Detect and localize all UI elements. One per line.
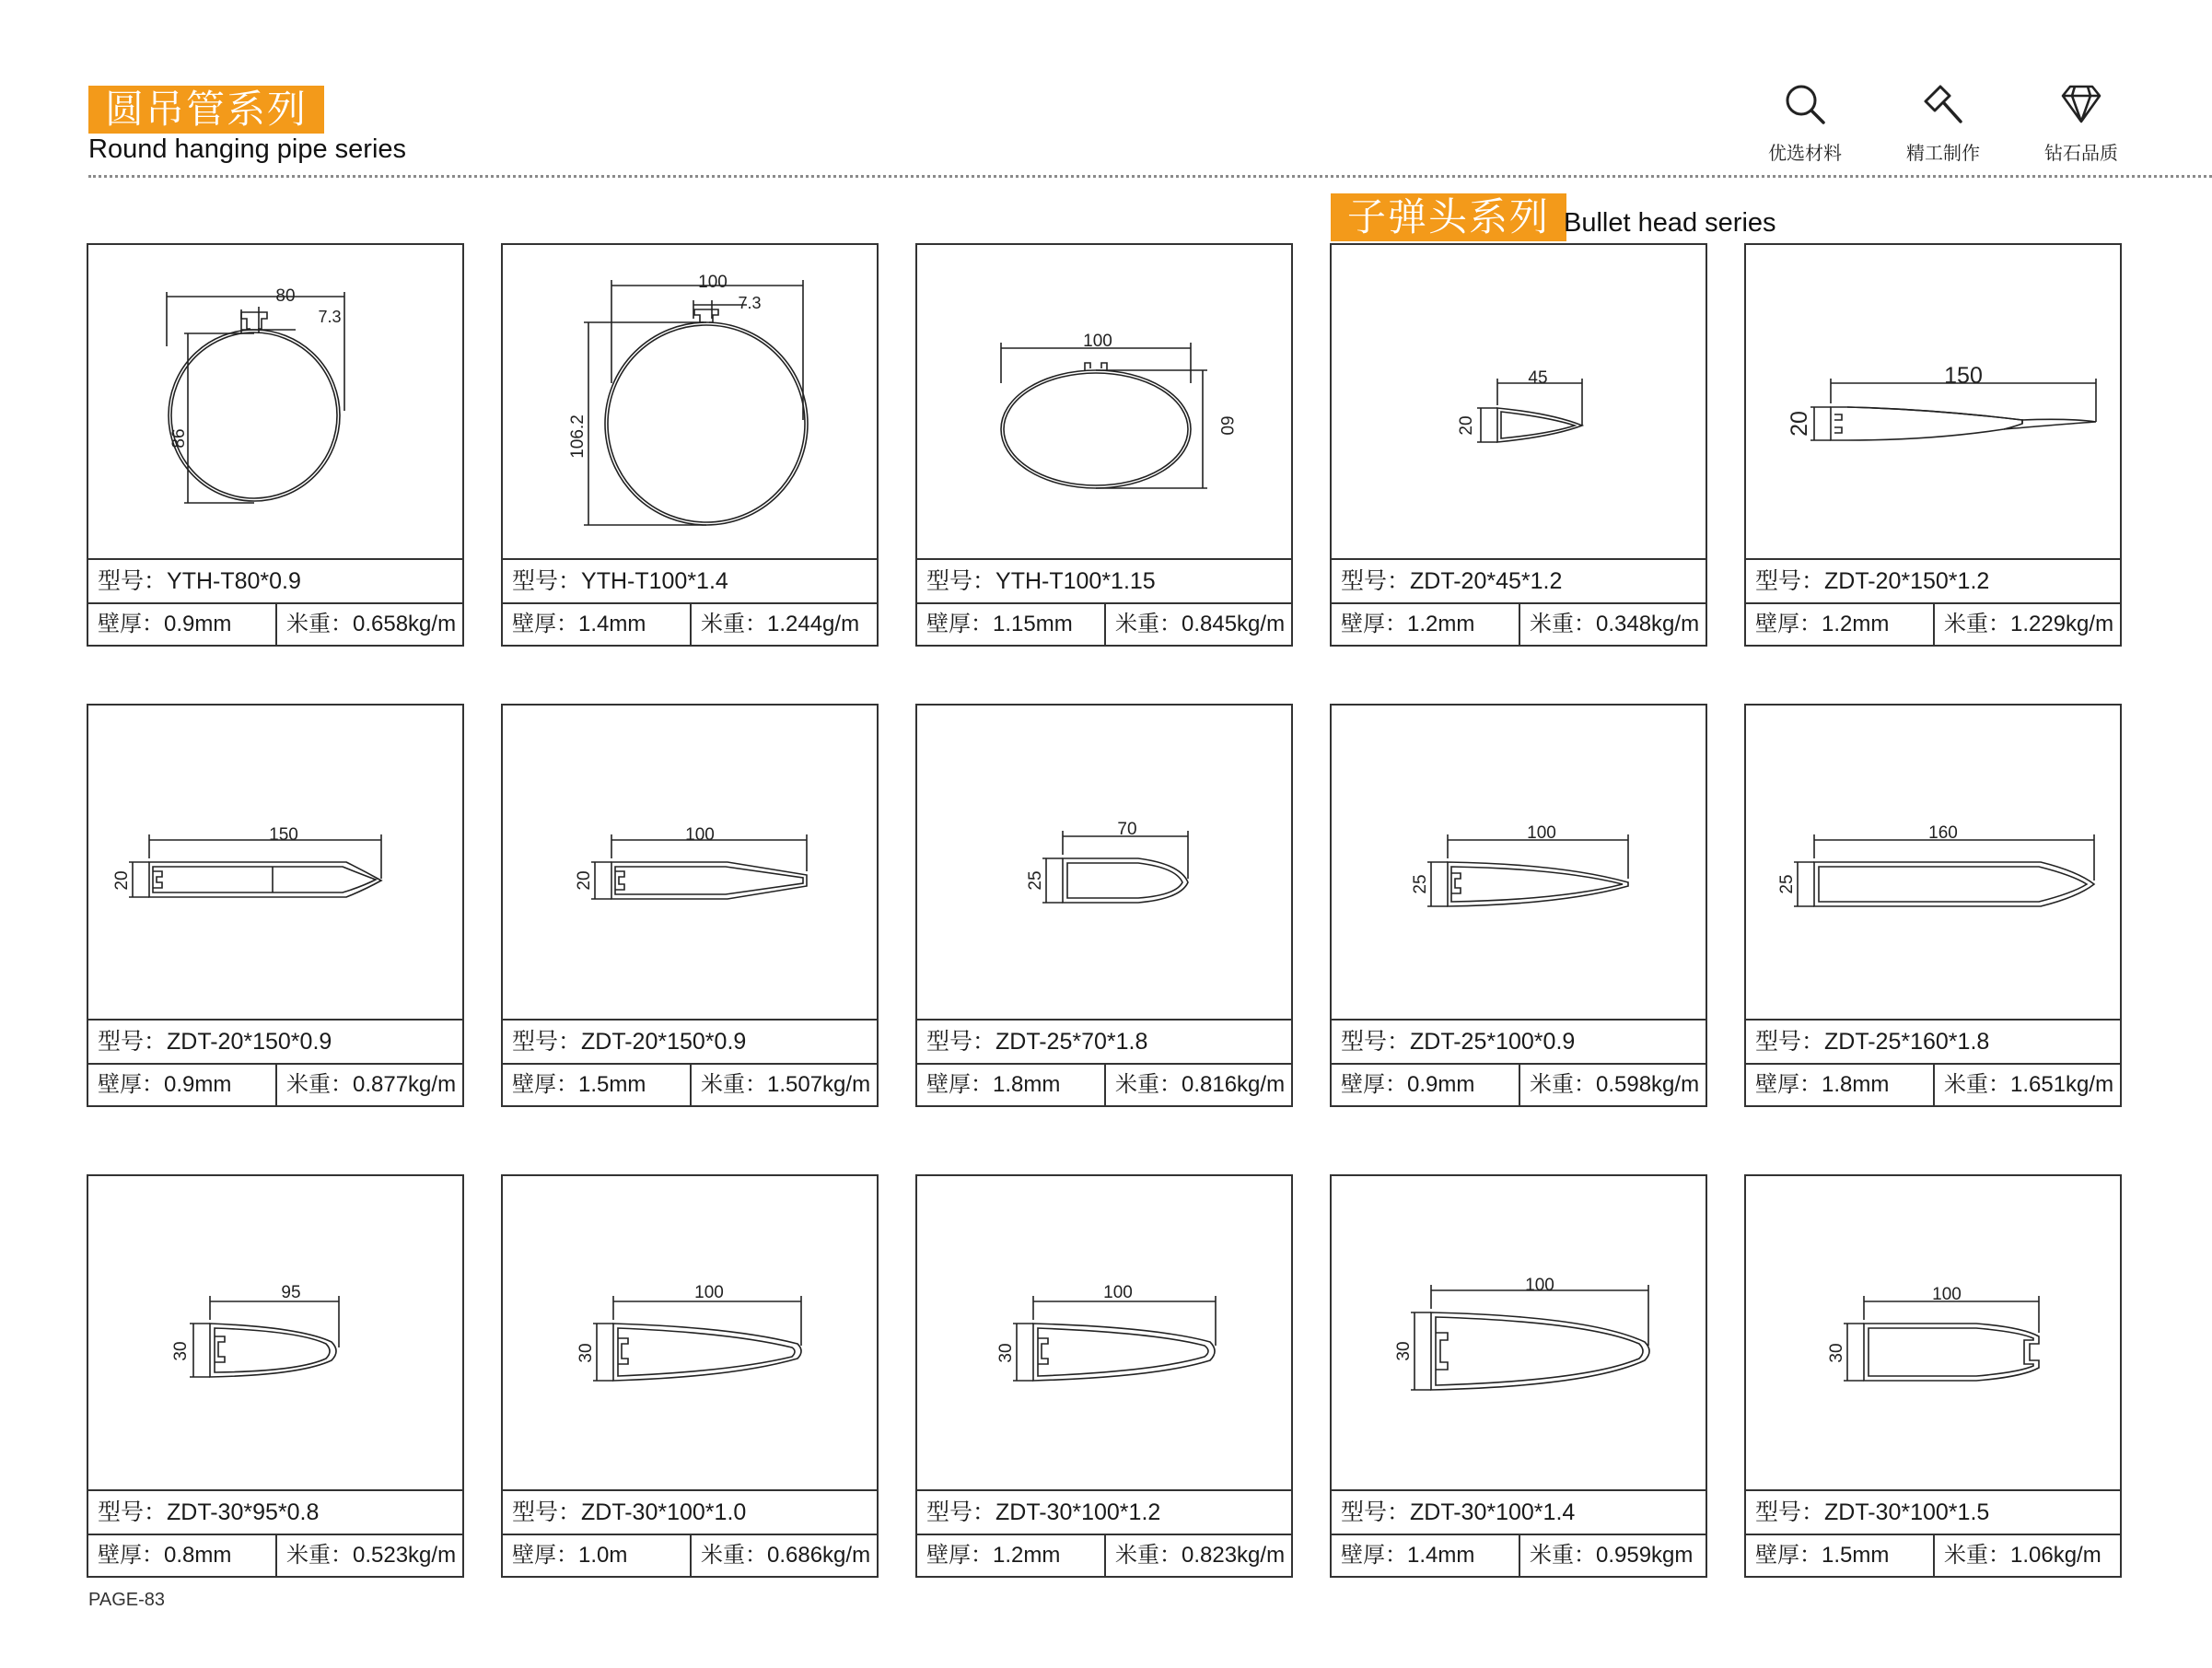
- dimension-label: 45: [1528, 368, 1548, 388]
- model-value: ZDT-20*45*1.2: [1410, 568, 1563, 594]
- product-card: [915, 1174, 1293, 1578]
- product-card: [915, 243, 1293, 647]
- weight-value: 0.523kg/m: [353, 1543, 457, 1568]
- model-label: 型号：: [98, 1499, 168, 1525]
- wall-label: 壁厚：: [1755, 612, 1822, 636]
- weight-cell: [1520, 1535, 1706, 1576]
- weight-cell: [1106, 1065, 1291, 1105]
- weight-label: 米重：: [286, 1543, 353, 1568]
- product-card: [87, 1174, 464, 1578]
- model-row: [1332, 558, 1706, 602]
- header-divider: [88, 175, 2212, 178]
- dimension-label: 30: [996, 1343, 1016, 1363]
- model-row: [1746, 558, 2120, 602]
- wall-value: 0.9mm: [1407, 1072, 1475, 1097]
- wall-value: 0.9mm: [164, 612, 232, 636]
- weight-cell: [1935, 1065, 2120, 1105]
- wall-label: 壁厚：: [926, 1072, 993, 1097]
- product-card: [501, 1174, 879, 1578]
- wall-cell: [503, 604, 692, 645]
- weight-label: 米重：: [1530, 1543, 1596, 1568]
- weight-value: 0.686kg/m: [767, 1543, 871, 1568]
- dimension-label: 100: [1932, 1285, 1962, 1304]
- wall-label: 壁厚：: [1341, 1543, 1407, 1568]
- weight-value: 0.823kg/m: [1182, 1543, 1286, 1568]
- spec-row: [1332, 1063, 1706, 1105]
- model-value: ZDT-30*100*1.0: [581, 1499, 747, 1525]
- model-row: [917, 1019, 1291, 1063]
- feature-label: 优选材料: [1768, 142, 1842, 164]
- spec-row: [1746, 602, 2120, 645]
- wall-label: 壁厚：: [1341, 1072, 1407, 1097]
- weight-value: 1.06kg/m: [2010, 1543, 2101, 1568]
- spec-row: [88, 1534, 462, 1576]
- spec-row: [503, 602, 877, 645]
- model-label: 型号：: [1755, 1029, 1825, 1055]
- weight-label: 米重：: [1115, 1543, 1182, 1568]
- wall-value: 1.5mm: [1822, 1543, 1890, 1568]
- wall-value: 1.8mm: [1822, 1072, 1890, 1097]
- weight-label: 米重：: [1530, 612, 1596, 636]
- wall-label: 壁厚：: [1755, 1072, 1822, 1097]
- weight-value: 0.598kg/m: [1596, 1072, 1700, 1097]
- weight-cell: [1520, 1065, 1706, 1105]
- weight-label: 米重：: [286, 612, 353, 636]
- spec-row: [1746, 1063, 2120, 1105]
- profile-drawing: [1746, 1176, 2120, 1489]
- model-label: 型号：: [98, 568, 168, 594]
- weight-value: 0.658kg/m: [353, 612, 457, 636]
- model-value: ZDT-30*100*1.4: [1410, 1499, 1576, 1525]
- wall-value: 1.0m: [578, 1543, 628, 1568]
- product-card: [87, 704, 464, 1107]
- profile-drawing: [1746, 706, 2120, 1019]
- weight-cell: [692, 1535, 877, 1576]
- model-value: ZDT-20*150*1.2: [1824, 568, 1990, 594]
- model-label: 型号：: [1341, 1499, 1411, 1525]
- weight-label: 米重：: [1944, 612, 2010, 636]
- profile-drawing: [1332, 1176, 1706, 1489]
- wall-value: 1.4mm: [1407, 1543, 1475, 1568]
- spec-row: [917, 1063, 1291, 1105]
- weight-value: 1.507kg/m: [767, 1072, 871, 1097]
- dimension-label: 30: [1827, 1343, 1846, 1363]
- weight-label: 米重：: [286, 1072, 353, 1097]
- bullet-series-subtitle: Bullet head series: [1564, 208, 1776, 238]
- dimension-label: 20: [112, 870, 132, 891]
- spec-row: [88, 1063, 462, 1105]
- spec-row: [88, 602, 462, 645]
- wall-value: 1.2mm: [993, 1543, 1061, 1568]
- product-card: [87, 243, 464, 647]
- weight-label: 米重：: [1530, 1072, 1596, 1097]
- weight-label: 米重：: [1115, 612, 1182, 636]
- dimension-label: 20: [1457, 415, 1476, 436]
- model-value: ZDT-25*70*1.8: [995, 1029, 1148, 1055]
- weight-label: 米重：: [701, 1072, 767, 1097]
- profile-drawing: [1332, 706, 1706, 1019]
- product-card: [1744, 1174, 2122, 1578]
- model-value: YTH-T100*1.4: [581, 568, 728, 594]
- weight-label: 米重：: [701, 612, 767, 636]
- profile-drawing: [917, 706, 1291, 1019]
- weight-cell: [1520, 604, 1706, 645]
- model-row: [503, 558, 877, 602]
- model-label: 型号：: [926, 1499, 996, 1525]
- spec-row: [917, 1534, 1291, 1576]
- wall-value: 1.4mm: [578, 612, 646, 636]
- weight-value: 1.651kg/m: [2010, 1072, 2114, 1097]
- model-value: ZDT-25*100*0.9: [1410, 1029, 1576, 1055]
- spec-row: [1746, 1534, 2120, 1576]
- weight-cell: [277, 1065, 462, 1105]
- dimension-label: 30: [1394, 1341, 1414, 1361]
- model-value: ZDT-30*95*0.8: [167, 1499, 320, 1525]
- model-label: 型号：: [926, 568, 996, 594]
- dimension-label: 20: [1787, 411, 1812, 437]
- model-label: 型号：: [926, 1029, 996, 1055]
- profile-drawing: [88, 706, 462, 1019]
- dimension-label: 20: [575, 870, 594, 891]
- weight-label: 米重：: [701, 1543, 767, 1568]
- model-label: 型号：: [512, 1499, 582, 1525]
- dimension-label: 86: [169, 428, 189, 449]
- product-card: [501, 704, 879, 1107]
- model-row: [1332, 1489, 1706, 1534]
- wall-label: 壁厚：: [512, 612, 578, 636]
- profile-drawing: [1332, 245, 1706, 558]
- wall-cell: [1746, 1535, 1935, 1576]
- dimension-label: 7.3: [738, 294, 762, 312]
- weight-value: 0.877kg/m: [353, 1072, 457, 1097]
- wall-cell: [88, 604, 277, 645]
- wall-value: 1.15mm: [993, 612, 1073, 636]
- weight-cell: [692, 1065, 877, 1105]
- round-series-title: 圆吊管系列: [88, 86, 324, 134]
- profile-drawing: [88, 1176, 462, 1489]
- weight-value: 0.348kg/m: [1596, 612, 1700, 636]
- dimension-label: 7.3: [318, 308, 342, 326]
- model-row: [917, 558, 1291, 602]
- dimension-label: 150: [1944, 363, 1983, 389]
- model-value: ZDT-20*150*0.9: [167, 1029, 332, 1055]
- spec-row: [917, 602, 1291, 645]
- model-label: 型号：: [512, 568, 582, 594]
- wall-value: 1.5mm: [578, 1072, 646, 1097]
- wall-label: 壁厚：: [98, 612, 164, 636]
- wall-cell: [1332, 1065, 1520, 1105]
- model-row: [1332, 1019, 1706, 1063]
- model-row: [88, 558, 462, 602]
- model-label: 型号：: [1755, 1499, 1825, 1525]
- dimension-label: 100: [1525, 1276, 1554, 1295]
- wall-cell: [88, 1535, 277, 1576]
- weight-cell: [692, 604, 877, 645]
- model-row: [917, 1489, 1291, 1534]
- model-label: 型号：: [512, 1029, 582, 1055]
- product-card: [1744, 704, 2122, 1107]
- wall-label: 壁厚：: [98, 1072, 164, 1097]
- model-row: [503, 1489, 877, 1534]
- weight-value: 0.816kg/m: [1182, 1072, 1286, 1097]
- feature-material: [1750, 83, 1860, 165]
- feature-label: 钻石品质: [2044, 142, 2118, 164]
- wall-label: 壁厚：: [1341, 612, 1407, 636]
- hammer-icon: [1920, 83, 1966, 125]
- profile-drawing: [503, 706, 877, 1019]
- wall-cell: [1746, 1065, 1935, 1105]
- spec-row: [1332, 602, 1706, 645]
- model-value: ZDT-20*150*0.9: [581, 1029, 747, 1055]
- wall-value: 1.2mm: [1407, 612, 1475, 636]
- weight-value: 1.229kg/m: [2010, 612, 2114, 636]
- weight-value: 0.845kg/m: [1182, 612, 1286, 636]
- wall-value: 1.8mm: [993, 1072, 1061, 1097]
- wall-value: 0.8mm: [164, 1543, 232, 1568]
- wall-cell: [88, 1065, 277, 1105]
- wall-cell: [917, 604, 1106, 645]
- wall-cell: [1332, 604, 1520, 645]
- model-row: [88, 1019, 462, 1063]
- model-value: YTH-T100*1.15: [995, 568, 1156, 594]
- wall-cell: [917, 1535, 1106, 1576]
- dimension-label: 100: [685, 825, 715, 845]
- dimension-label: 100: [1527, 823, 1556, 843]
- dimension-label: 25: [1411, 874, 1430, 894]
- product-card: [1330, 1174, 1707, 1578]
- product-card: [1330, 704, 1707, 1107]
- wall-label: 壁厚：: [98, 1543, 164, 1568]
- model-label: 型号：: [98, 1029, 168, 1055]
- dimension-label: 100: [698, 273, 728, 292]
- weight-cell: [277, 604, 462, 645]
- dimension-label: 95: [281, 1283, 301, 1302]
- dimension-label: 160: [1928, 823, 1958, 843]
- page-number: PAGE-83: [88, 1590, 165, 1610]
- model-row: [88, 1489, 462, 1534]
- wall-label: 壁厚：: [512, 1543, 578, 1568]
- spec-row: [1332, 1534, 1706, 1576]
- weight-label: 米重：: [1115, 1072, 1182, 1097]
- wall-value: 0.9mm: [164, 1072, 232, 1097]
- dimension-label: 150: [269, 825, 298, 845]
- wall-label: 壁厚：: [926, 612, 993, 636]
- wall-label: 壁厚：: [926, 1543, 993, 1568]
- model-value: ZDT-25*160*1.8: [1824, 1029, 1990, 1055]
- dimension-label: 100: [694, 1283, 724, 1302]
- product-card: [1744, 243, 2122, 647]
- dimension-label: 30: [171, 1341, 191, 1361]
- round-series-subtitle: Round hanging pipe series: [88, 134, 407, 164]
- profile-drawing: [503, 1176, 877, 1489]
- profile-drawing: [917, 1176, 1291, 1489]
- bullet-series-title: 子弹头系列: [1331, 193, 1566, 241]
- wall-label: 壁厚：: [1755, 1543, 1822, 1568]
- profile-drawing: [1746, 245, 2120, 558]
- weight-cell: [277, 1535, 462, 1576]
- wall-cell: [917, 1065, 1106, 1105]
- model-value: ZDT-30*100*1.2: [995, 1499, 1161, 1525]
- search-icon: [1784, 83, 1826, 125]
- weight-cell: [1106, 1535, 1291, 1576]
- spec-row: [503, 1534, 877, 1576]
- profile-drawing: [88, 245, 462, 558]
- feature-craft: [1888, 83, 1998, 165]
- weight-value: 0.959kgm: [1596, 1543, 1694, 1568]
- product-card: [915, 704, 1293, 1107]
- wall-cell: [503, 1065, 692, 1105]
- spec-row: [503, 1063, 877, 1105]
- weight-label: 米重：: [1944, 1543, 2010, 1568]
- dimension-label: 30: [576, 1343, 596, 1363]
- dimension-label: 106.2: [568, 414, 588, 459]
- feature-quality: [2026, 83, 2136, 165]
- product-card: [1330, 243, 1707, 647]
- weight-label: 米重：: [1944, 1072, 2010, 1097]
- wall-label: 壁厚：: [512, 1072, 578, 1097]
- diamond-icon: [2059, 83, 2103, 125]
- feature-label: 精工制作: [1906, 142, 1980, 164]
- dimension-label: 100: [1083, 332, 1112, 351]
- dimension-label: 60: [1217, 415, 1236, 436]
- model-label: 型号：: [1341, 1029, 1411, 1055]
- profile-drawing: [503, 245, 877, 558]
- dimension-label: 80: [275, 286, 296, 306]
- model-value: YTH-T80*0.9: [167, 568, 301, 594]
- product-card: [501, 243, 879, 647]
- dimension-label: 70: [1117, 820, 1137, 839]
- weight-cell: [1935, 1535, 2120, 1576]
- wall-value: 1.2mm: [1822, 612, 1890, 636]
- wall-cell: [1332, 1535, 1520, 1576]
- model-label: 型号：: [1341, 568, 1411, 594]
- weight-cell: [1106, 604, 1291, 645]
- wall-cell: [503, 1535, 692, 1576]
- model-label: 型号：: [1755, 568, 1825, 594]
- model-row: [1746, 1019, 2120, 1063]
- dimension-label: 25: [1777, 874, 1797, 894]
- profile-drawing: [917, 245, 1291, 558]
- model-row: [1746, 1489, 2120, 1534]
- weight-cell: [1935, 604, 2120, 645]
- model-row: [503, 1019, 877, 1063]
- dimension-label: 100: [1103, 1283, 1133, 1302]
- weight-value: 1.244g/m: [767, 612, 860, 636]
- wall-cell: [1746, 604, 1935, 645]
- dimension-label: 25: [1026, 870, 1045, 891]
- model-value: ZDT-30*100*1.5: [1824, 1499, 1990, 1525]
